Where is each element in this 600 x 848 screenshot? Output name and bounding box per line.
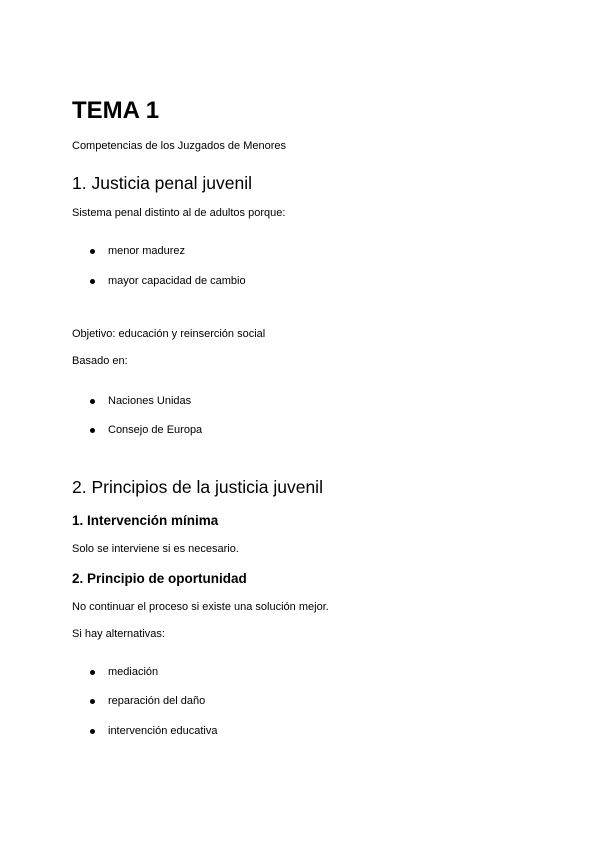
list-item bbox=[108, 244, 185, 258]
bullet-icon bbox=[90, 249, 95, 254]
section-heading: 2. Principios de la justicia juvenil bbox=[72, 477, 323, 497]
list-item bbox=[108, 274, 246, 288]
bullet-icon bbox=[90, 399, 95, 404]
list-item bbox=[108, 694, 205, 708]
bullet-icon bbox=[90, 670, 95, 675]
list-item bbox=[108, 423, 202, 437]
paragraph: Sistema penal distinto al de adultos porque: bbox=[72, 207, 286, 219]
list-item-text: mayor capacidad de cambio bbox=[108, 275, 246, 287]
list-item bbox=[108, 724, 217, 738]
list-item-text: Consejo de Europa bbox=[108, 424, 203, 436]
paragraph: Objetivo: educación y reinserción social bbox=[72, 328, 266, 340]
list-item bbox=[108, 394, 191, 408]
paragraph: Basado en: bbox=[72, 355, 128, 367]
paragraph: Si hay alternativas: bbox=[72, 628, 165, 640]
subsection-heading: 2. Principio de oportunidad bbox=[72, 571, 247, 586]
bullet-icon bbox=[90, 279, 95, 284]
document-subtitle: Competencias de los Juzgados de Menores bbox=[72, 140, 287, 152]
paragraph: No continuar el proceso si existe una solución mejor. bbox=[72, 601, 329, 613]
list-item-text: reparación del daño bbox=[108, 695, 206, 707]
paragraph: Solo se interviene si es necesario. bbox=[72, 543, 239, 555]
list-item-text: menor madurez bbox=[108, 245, 186, 257]
subsection-heading: 1. Intervención mínima bbox=[72, 513, 219, 528]
list-item-text: Naciones Unidas bbox=[108, 395, 192, 407]
list-item-text: mediación bbox=[108, 666, 159, 678]
list-item-text: intervención educativa bbox=[108, 725, 218, 737]
document-title: TEMA 1 bbox=[72, 97, 160, 124]
bullet-icon bbox=[90, 699, 95, 704]
bullet-icon bbox=[90, 729, 95, 734]
bullet-icon bbox=[90, 428, 95, 433]
list-item bbox=[108, 665, 158, 679]
section-heading: 1. Justicia penal juvenil bbox=[72, 173, 252, 193]
